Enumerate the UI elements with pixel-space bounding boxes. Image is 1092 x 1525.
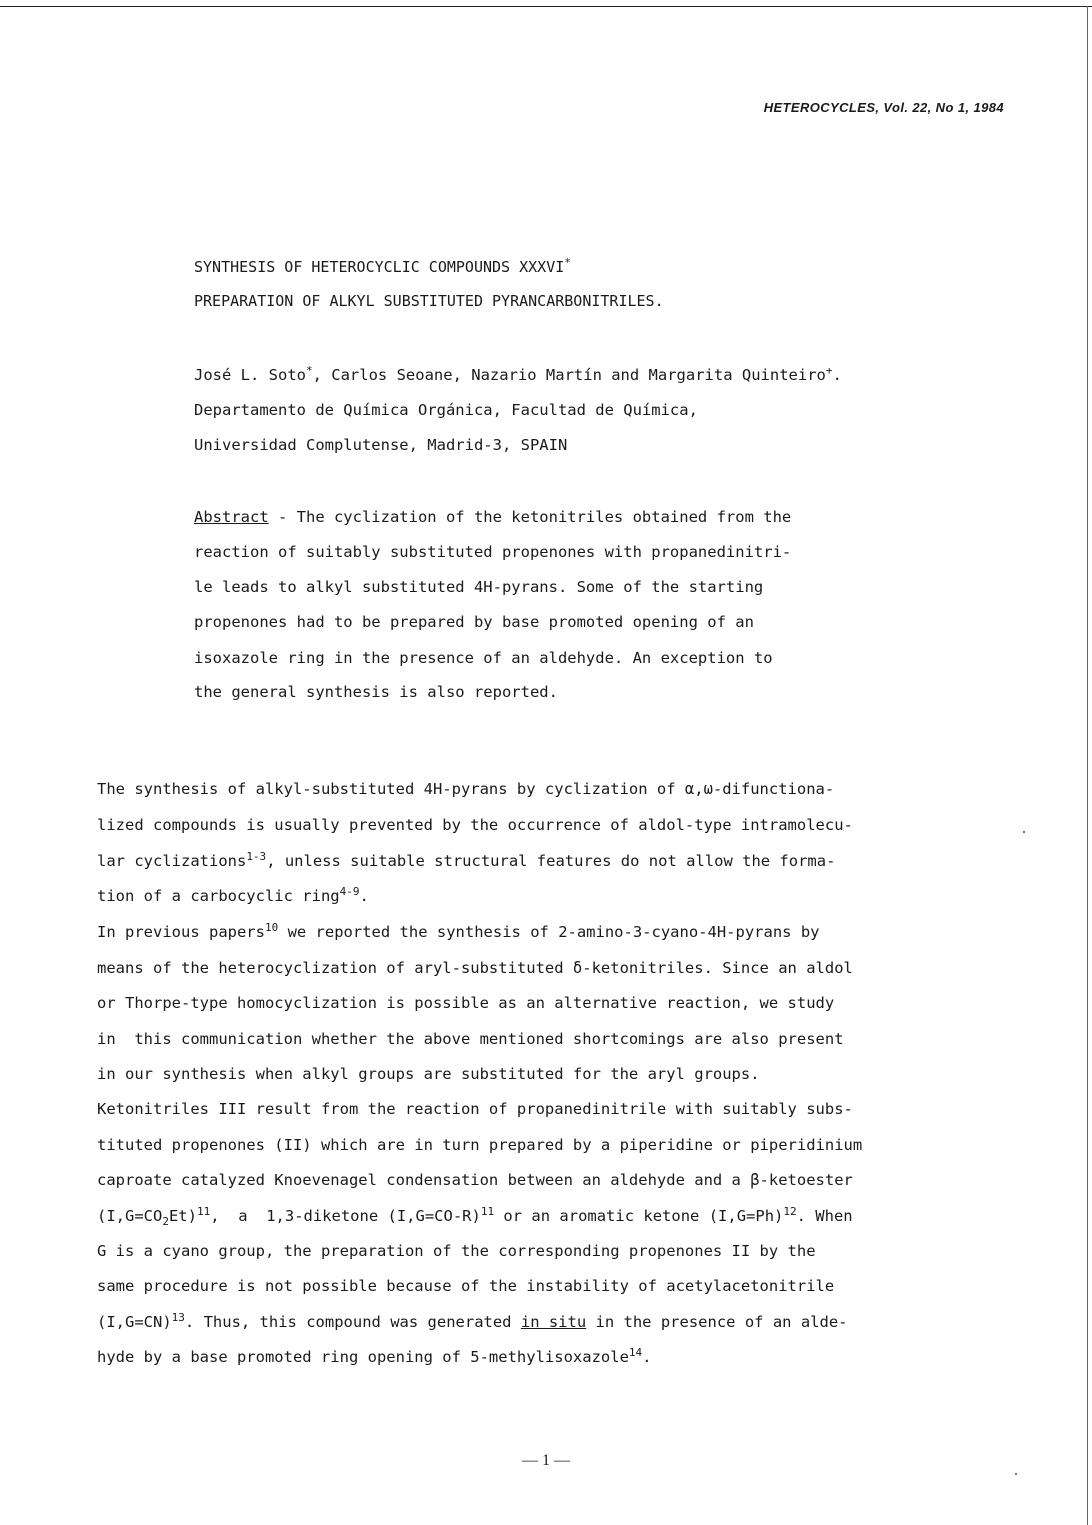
body-line-12: caproate catalyzed Knoevenagel condensation between an aldehyde and a β-ketoester [97,1171,853,1189]
title-footnote-mark: * [564,256,571,269]
abstract-line-5: isoxazole ring in the presence of an aldehyde. An exception to [194,649,773,667]
body-line-6: means of the heterocyclization of aryl-substituted δ-ketonitriles. Since an aldol [97,959,853,977]
body-line-4: tion of a carbocyclic ring$^{4-9}$. [97,884,369,905]
affiliation-line-2: Universidad Complutense, Madrid-3, SPAIN [194,436,568,454]
title-line-2: PREPARATION OF ALKYL SUBSTITUTED PYRANCARBONITRILES. [194,292,664,310]
body-line-10: Ketonitriles III result from the reaction of propanedinitrile with suitably subs- [97,1100,853,1118]
abstract-line-6: the general synthesis is also reported. [194,683,558,701]
body-line-15: same procedure is not possible because of the instability of acetylacetonitrile [97,1277,835,1295]
abstract-line-3: le leads to alkyl substituted 4H-pyrans. Some of the starting [194,578,764,596]
abstract-line-2: reaction of suitably substituted propenones with propanedinitri- [194,543,792,561]
body-line-16: (I,G=CN)$^{13}$. Thus, this compound was generated in situ in the presence of an alde- [97,1310,848,1331]
body-line-9: in our synthesis when alkyl groups are substituted for the aryl groups. [97,1065,760,1083]
title-line-1: SYNTHESIS OF HETEROCYCLIC COMPOUNDS XXXVI* [194,256,571,276]
body-line-2: lized compounds is usually prevented by the occurrence of aldol-type intramolecu- [97,816,853,834]
body-line-13: $(I,G=CO_2Et)^{11}$, a 1,3-diketone (I,G=CO-R)$^{11}$ or an aromatic ketone (I,G=Ph)$^{12}$. When [97,1204,853,1229]
body-line-11: tituted propenones (II) which are in turn prepared by a piperidine or piperidinium [97,1136,863,1154]
scan-speck [1023,831,1025,833]
body-line-8: in this communication whether the above mentioned shortcomings are also present [97,1030,844,1048]
body-line-1: The synthesis of alkyl-substituted 4H-pyrans by cyclization of α,ω-difunctiona- [97,780,835,798]
page-number: — 1 — [522,1452,570,1469]
top-border [0,6,1092,7]
abstract-line-1: Abstract - The cyclization of the ketonitriles obtained from the [194,508,792,526]
in-situ-emphasis: in situ [520,1313,587,1331]
body-line-3: lar cyclizations$^{1-3}$, unless suitable structural features do not allow the forma- [97,849,836,870]
abstract-line-4: propenones had to be prepared by base promoted opening of an [194,613,754,631]
body-line-17: hyde by a base promoted ring opening of 5-methylisoxazole$^{14}$. [97,1345,652,1366]
body-line-14: G is a cyano group, the preparation of the corresponding propenones II by the [97,1242,816,1260]
journal-header: HETEROCYCLES, Vol. 22, No 1, 1984 [763,100,1004,115]
authors: José L. Soto*, Carlos Seoane, Nazario Martín and Margarita Quinteiro+. [194,363,842,384]
scan-speck [1015,1473,1017,1475]
right-border [1087,6,1088,1525]
body-line-5: In previous papers$^{10}$ we reported the synthesis of 2-amino-3-cyano-4H-pyrans by [97,920,820,941]
abstract-label: Abstract [194,508,269,526]
body-line-7: or Thorpe-type homocyclization is possible as an alternative reaction, we study [97,994,835,1012]
affiliation-line-1: Departamento de Química Orgánica, Facultad de Química, [194,401,698,419]
